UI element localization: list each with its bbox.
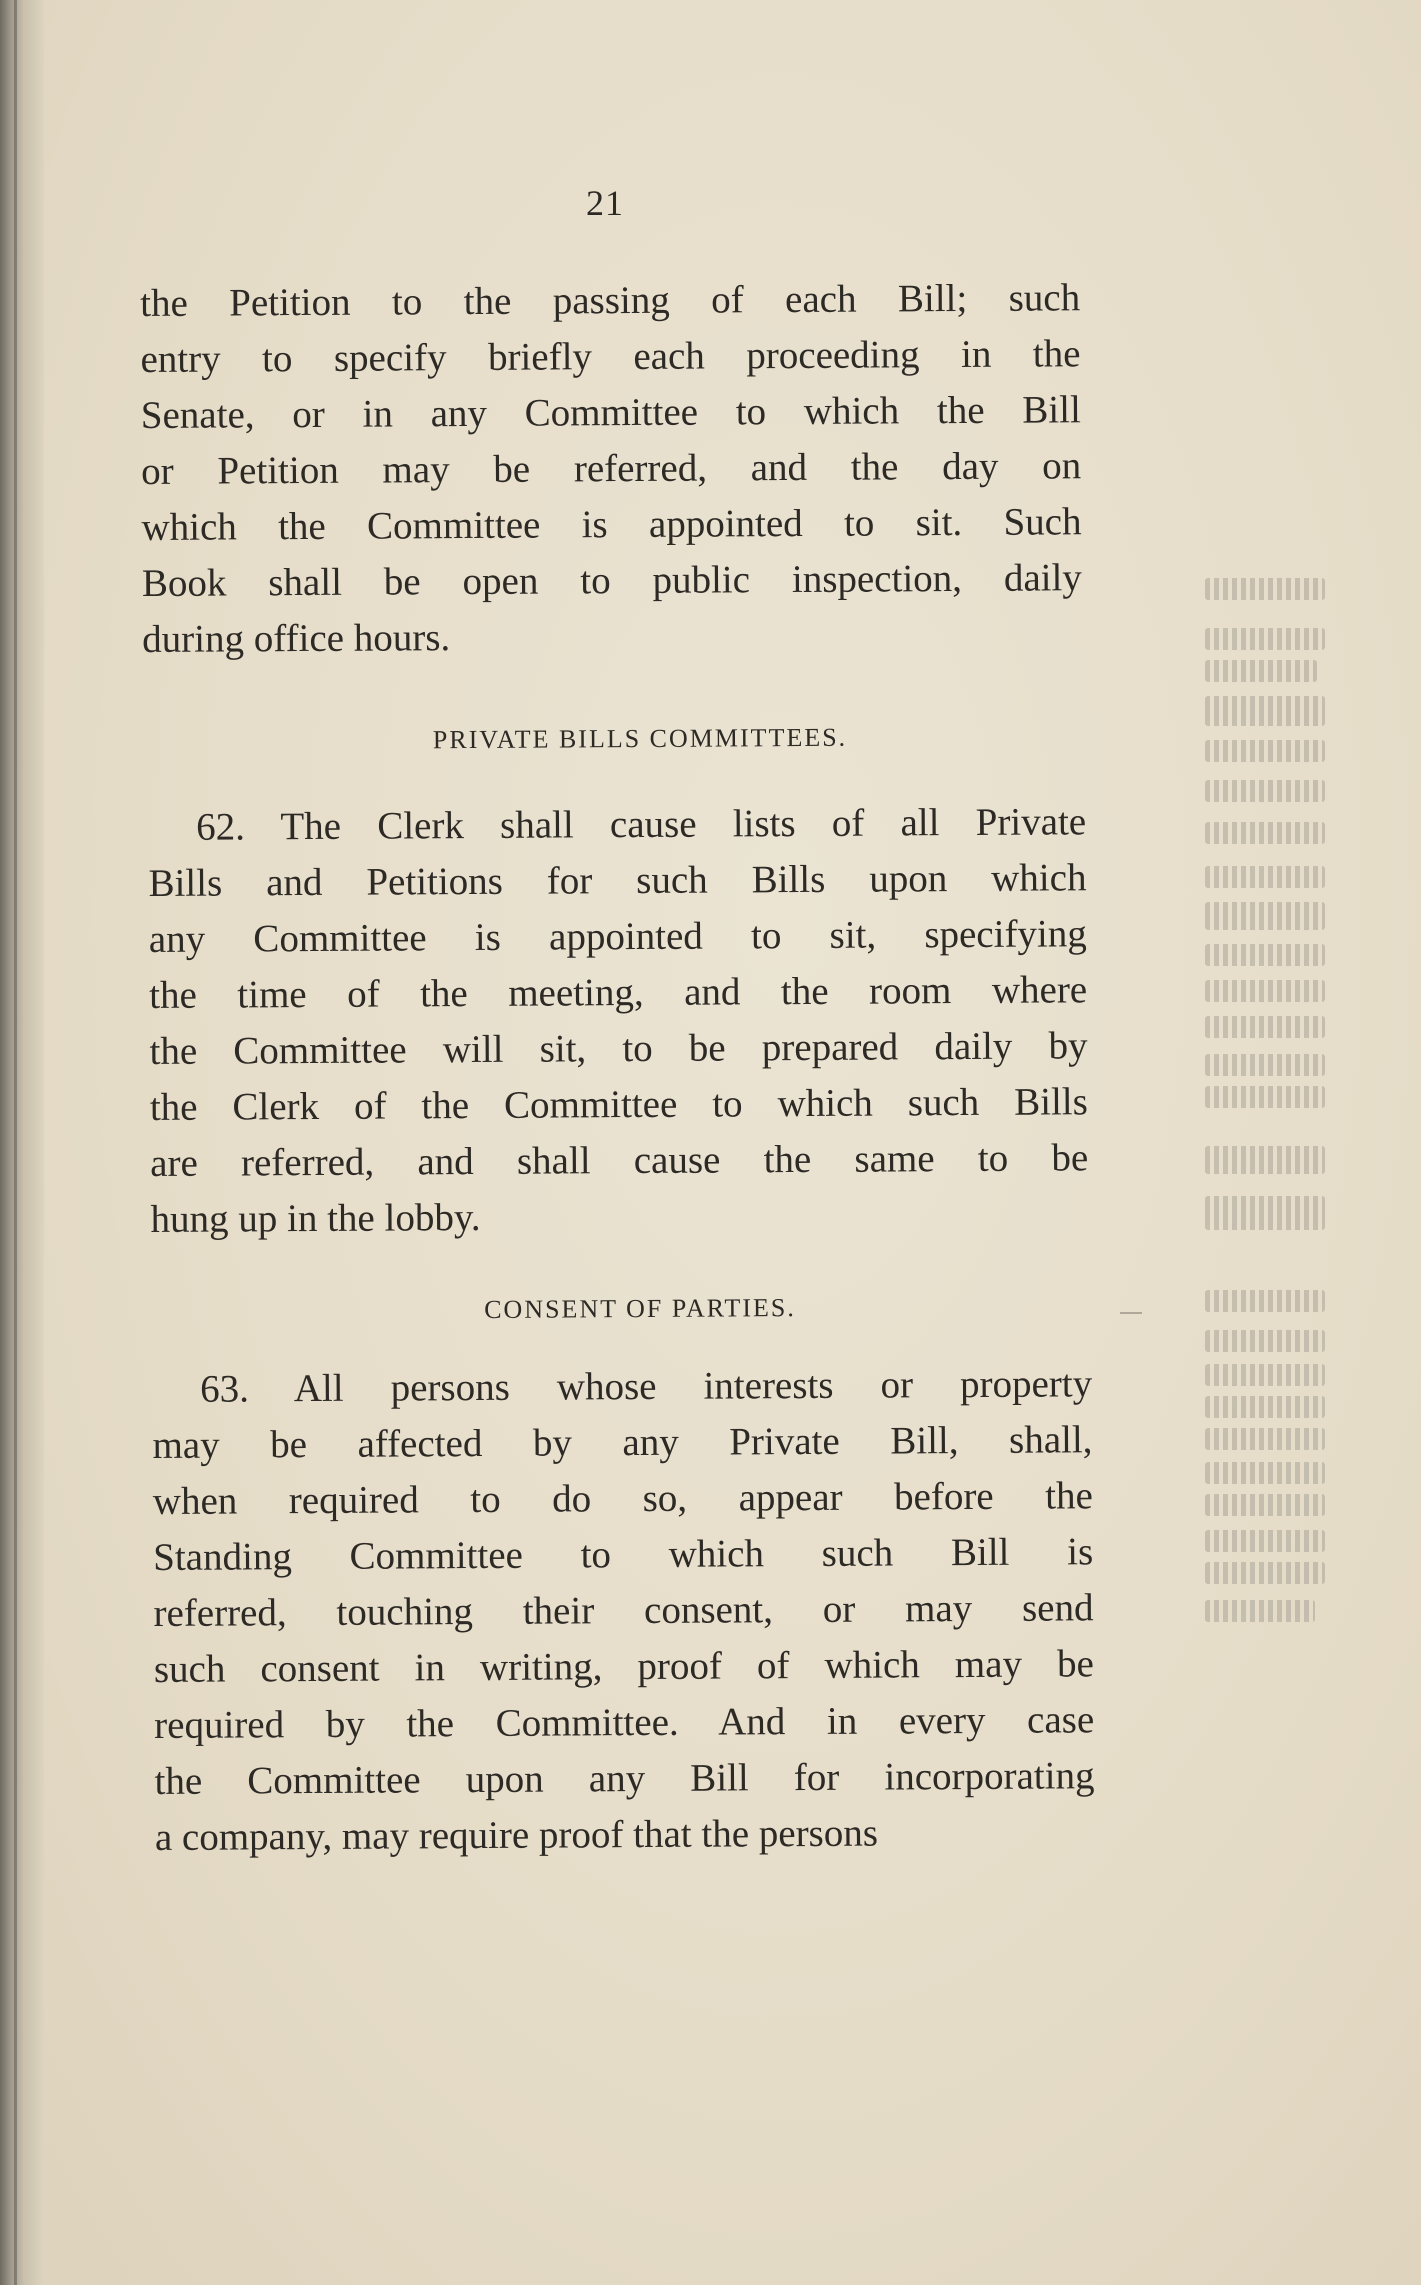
text-line: Bills and Petitions for such Bills upon which [148, 856, 1087, 905]
book-spine-shadow [0, 0, 44, 2285]
text-line: the Committee upon any Bill for incorporating [154, 1754, 1095, 1803]
text-line: Book shall be open to public inspection, daily [141, 556, 1082, 605]
show-through-mark [1205, 1196, 1325, 1230]
text-line: or Petition may be referred, and the day on [141, 444, 1082, 493]
show-through-mark [1205, 1600, 1315, 1622]
text-line: the Petition to the passing of each Bill; such [140, 276, 1081, 325]
paragraph-62 [148, 794, 1089, 1248]
show-through-mark [1205, 696, 1325, 726]
text-line: 63. All persons whose interests or property [200, 1362, 1093, 1411]
paragraph-63 [152, 1356, 1095, 1866]
text-line: required by the Committee. And in every case [154, 1698, 1095, 1747]
show-through-mark [1205, 1290, 1325, 1312]
text-line: any Committee is appointed to sit, specifying [148, 912, 1087, 961]
text-line: during office hours. [142, 616, 451, 661]
show-through-mark [1205, 1016, 1325, 1038]
show-through-mark [1205, 980, 1325, 1002]
text-line: which the Committee is appointed to sit. Such [141, 500, 1082, 549]
section-heading-consent: CONSENT OF PARTIES. [484, 1293, 796, 1324]
text-line: are referred, and shall cause the same to be [150, 1136, 1089, 1185]
text-line: Senate, or in any Committee to which the Bill [140, 388, 1081, 437]
show-through-mark [1205, 1330, 1325, 1352]
gutter-line [14, 0, 17, 2285]
show-through-mark [1205, 780, 1325, 802]
show-through-mark [1205, 740, 1325, 762]
text-line: when required to do so, appear before the [152, 1474, 1093, 1523]
text-line: hung up in the lobby. [150, 1195, 481, 1241]
show-through-mark [1205, 822, 1325, 844]
page-number: 21 [586, 183, 624, 223]
text-line: such consent in writing, proof of which may be [153, 1642, 1094, 1691]
show-through-mark [1205, 902, 1325, 930]
section-heading-private-bills: PRIVATE BILLS COMMITTEES. [432, 722, 848, 755]
text-line: the Clerk of the Committee to which such Bills [149, 1080, 1088, 1129]
show-through-mark [1205, 578, 1325, 600]
show-through-mark [1205, 1086, 1325, 1108]
show-through-mark [1205, 1530, 1325, 1552]
stray-mark [1120, 1312, 1142, 1314]
text-line: the time of the meeting, and the room where [149, 968, 1088, 1017]
text-line: a company, may require proof that the persons [154, 1811, 879, 1859]
text-line: Standing Committee to which such Bill is [153, 1530, 1094, 1579]
show-through-mark [1205, 1494, 1325, 1516]
paragraph-continuation [140, 270, 1082, 668]
show-through-mark [1205, 866, 1325, 888]
text-line: 62. The Clerk shall cause lists of all Private [196, 800, 1087, 849]
show-through-mark [1205, 944, 1325, 966]
text-line: referred, touching their consent, or may send [153, 1586, 1094, 1635]
show-through-mark [1205, 660, 1317, 682]
show-through-mark [1205, 1364, 1325, 1386]
show-through-mark [1205, 628, 1325, 650]
show-through-mark [1205, 1562, 1325, 1584]
text-line: entry to specify briefly each proceeding in the [140, 332, 1081, 381]
show-through-mark [1205, 1462, 1325, 1484]
text-line: may be affected by any Private Bill, shall, [152, 1418, 1093, 1467]
show-through-mark [1205, 1428, 1325, 1450]
show-through-mark [1205, 1054, 1325, 1076]
show-through-mark [1205, 1396, 1325, 1418]
show-through-mark [1205, 1146, 1325, 1174]
text-line: the Committee will sit, to be prepared daily by [149, 1024, 1088, 1073]
